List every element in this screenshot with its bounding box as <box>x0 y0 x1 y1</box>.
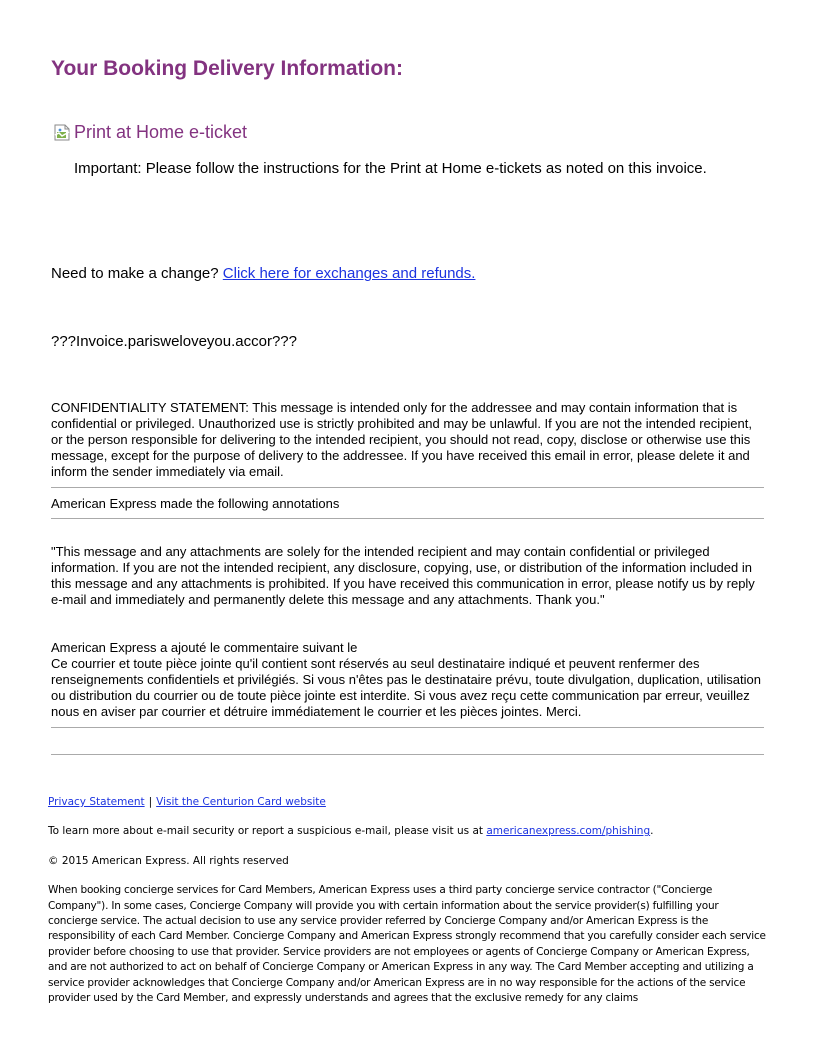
disclaimer-french-block <box>51 640 764 720</box>
annotations-heading: American Express made the following annotations <box>51 496 340 511</box>
disclaimer-french: Ce courrier et toute pièce jointe qu'il contient sont réservés au seul destinataire indiqué et peuvent renfermer des renseignements confidentiels et privilégiés. Si vous n'êtes pas le destinataire prévu, toute divulgation, duplication, utilisation ou distribution du courrier ou de toute pièce jointe est interdite. Si vous avez reçu cette communication par erreur, veuillez nous en aviser par courrier et détruire immédiatement le courrier et les pièces jointes. Merci. <box>51 656 761 719</box>
privacy-statement-link[interactable]: Privacy Statement <box>48 796 145 808</box>
footer-links <box>48 795 770 810</box>
divider <box>51 754 764 755</box>
invoice-key: ???Invoice.parisweloveyou.accor??? <box>51 333 297 350</box>
link-separator: | <box>148 796 153 808</box>
page-title: Your Booking Delivery Information: <box>51 57 403 80</box>
print-at-home-ticket <box>54 122 247 143</box>
ticket-label: Print at Home e-ticket <box>74 122 248 142</box>
concierge-legal-text: When booking concierge services for Card Members, American Express uses a third party concierge service contractor ("Concierge Company"). In some cases, Concierge Company will provide you with certain information about the service provider(s) fulfilling your concierge service. The actual decision to use any service provider referred by Concierge Company and/or American Express is the responsibility of each Card Member. Concierge Company and American Express strongly recommend that you carefully consider each service provider before choosing to use that provider. Service providers are not employees or agents of Concierge Company or American Express, and are not authorized to act on behalf of Concierge Company or American Express in any way. The Card Member accepting and utilizing a service provider acknowledges that Concierge Company and/or American Express are in no way responsible for the actions of the service provider used by the Card Member, and expressly understands and agrees that the exclusive remedy for any claims <box>48 884 766 1005</box>
important-note: Important: Please follow the instructions for the Print at Home e-tickets as noted on this invoice. <box>74 160 707 177</box>
change-prompt <box>51 265 475 282</box>
phishing-link[interactable]: americanexpress.com/phishing <box>486 825 651 838</box>
security-end: . <box>650 825 654 838</box>
centurion-website-link[interactable]: Visit the Centurion Card website <box>156 796 326 808</box>
disclaimer-english: "This message and any attachments are solely for the intended recipient and may contain confidential or privileged information. If you are not the intended recipient, any disclosure, copying, use, or distribution of the information included in this message and any attachments is prohibited. If you have received this communication in error, please notify us by reply e-mail and immediately and permanently delete this message and any attachments. Thank you." <box>51 544 755 607</box>
security-notice <box>48 824 770 839</box>
disclaimer-french-heading: American Express a ajouté le commentaire suivant le <box>51 640 358 655</box>
divider <box>51 727 764 728</box>
exchanges-refunds-link[interactable]: Click here for exchanges and refunds. <box>222 265 476 282</box>
footer <box>48 795 770 1020</box>
copyright: © 2015 American Express. All rights reserved <box>48 854 289 867</box>
broken-image-icon <box>54 124 70 141</box>
change-prompt-text: Need to make a change? <box>51 265 223 282</box>
confidentiality-statement: CONFIDENTIALITY STATEMENT: This message is intended only for the addressee and may contain information that is confidential or privileged. Unauthorized use is strictly prohibited and may be unlawful. If you are not the intended recipient, or the person responsible for delivering to the intended recipient, you should not read, copy, disclose or otherwise use this message, except for the purpose of delivery to the addressee. If you have received this email in error, please delete it and inform the sender immediately via email. <box>51 400 752 479</box>
security-text: To learn more about e-mail security or report a suspicious e-mail, please visit us at <box>48 825 487 838</box>
divider <box>51 487 764 488</box>
divider <box>51 518 764 519</box>
